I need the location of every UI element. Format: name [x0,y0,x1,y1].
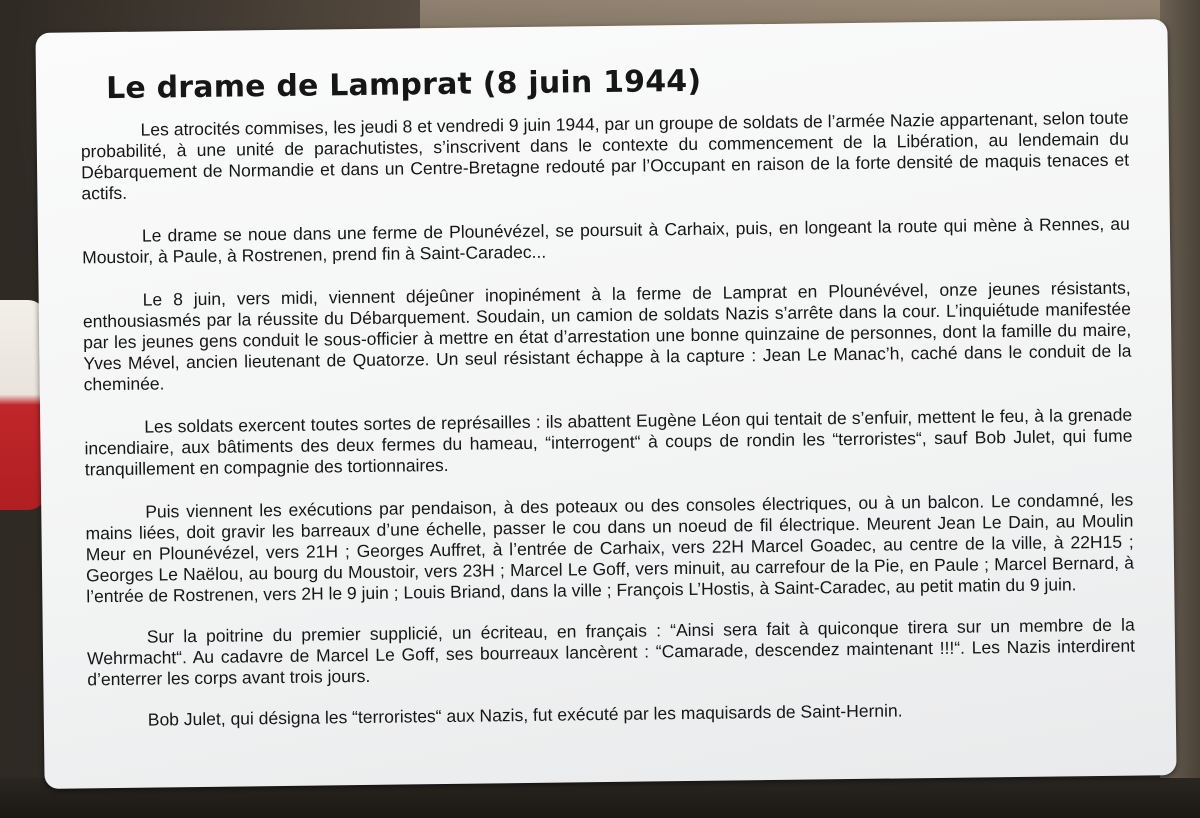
plaque-title: Le drame de Lamprat (8 juin 1944) [105,63,702,107]
paragraph-arrest: Le 8 juin, vers midi, viennent déjeûner inopinément à la ferme de Lamprat en Plounévével, onze jeunes résistants, enthousiasmés par la réussite du Débarquement. Soudain, un camion de soldats Nazis s’arrête dans la cour. L’inquiétude manifestée par les jeunes gens conduit le sous-officier à mettre en état d’arrestation une bonne quinzaine de personnes, dont la famille du maire, Yves Mével, ancien lieutenant de Quatorze. Un seul résistant échappe à la capture : Jean Le Manac’h, caché dans le conduit de la cheminée. [82,277,1132,395]
paragraph-executions: Puis viennent les exécutions par pendaison, à des poteaux ou des consoles électriques, ou à un balcon. Le condamné, les mains liées, doit gravir les barreaux d’une échelle, passer le cou dans un noeud de fil électrique. Meurent Jean Le Dain, au Moulin Meur en Plounévézel, vers 21H ; Georges Auffret, à l’entrée de Carhaix, vers 22H Marcel Goadec, au centre de la ville, à 22H15 ; Georges Le Naëlou, au bourg du Moustoir, vers 23H ; Marcel Le Goff, vers minuit, au carrefour de la Pie, en Paule ; Marcel Bernard, à l’entrée de Rostrenen, vers 2H le 9 juin ; Louis Briand, dans la ville ; François L’Hostis, à Saint-Caradec, au petit matin du 9 juin. [85,489,1135,607]
paragraph-sign: Sur la poitrine du premier supplicié, un écriteau, en français : “Ainsi sera fait à quiconque tirera sur un membre de la Wehrmacht“. Au cadavre de Marcel Le Goff, ses bourreaux lancèrent : “Camarade, descendez maintenant !!!“. Les Nazis interdirent d’enterrer les corps avant trois jours. [86,614,1136,690]
paragraph-reprisals: Les soldats exercent toutes sortes de représailles : ils abattent Eugène Léon qui tentait de s’enfuir, mettent le feu, à la grenade incendiaire, aux bâtiments des deux fermes du hameau, “interrogent“ à coups de rondin les “terroristes“, sauf Bob Julet, qui fume tranquillement en compagnie des tortionnaires. [84,404,1133,480]
paragraph-bob-julet: Bob Julet, qui désigna les “terroristes“ aux Nazis, fut exécuté par les maquisards de Saint-Hernin. [147,700,903,730]
paragraph-route: Le drame se noue dans une ferme de Plounévézel, se poursuit à Carhaix, puis, en longeant la route qui mène à Rennes, au Moustoir, à Paule, à Rostrenen, prend fin à Saint-Caradec... [82,213,1130,268]
memorial-plaque [35,19,1176,789]
paragraph-context: Les atrocités commises, les jeudi 8 et vendredi 9 juin 1944, par un groupe de soldats de l’armée Nazie appartenant, selon toute probabilité, à une unité de parachutistes, s’inscrivent dans le contexte du commencement de la Libération, au lendemain du Débarquement de Normandie et dans un Centre-Bretagne redouté par l’Occupant en raison de la forte densité de maquis tenaces et actifs. [80,107,1130,204]
